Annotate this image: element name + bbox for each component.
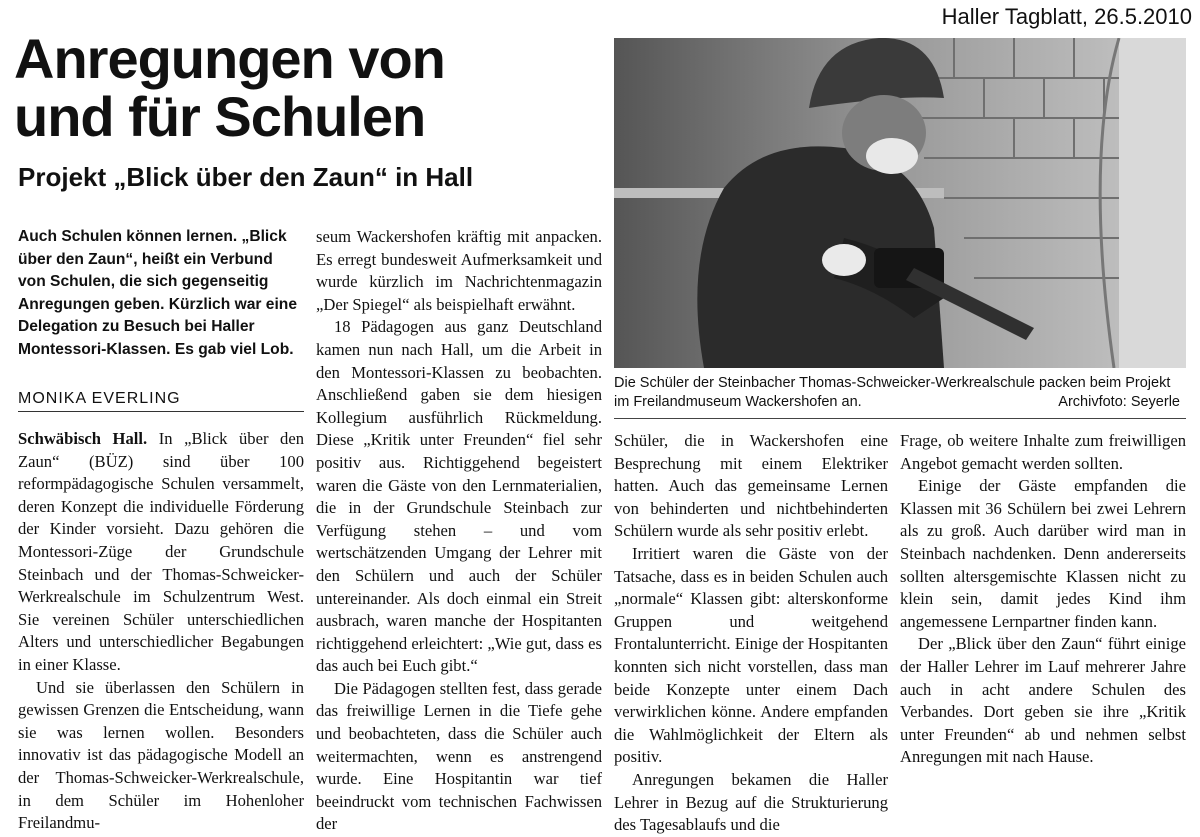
article-photo <box>614 38 1186 368</box>
divider <box>614 418 1186 419</box>
paragraph: Frage, ob weitere Inhalte zum freiwilligen Angebot gemacht werden sollten. <box>900 431 1186 473</box>
paragraph-text: In „Blick über den Zaun“ (BÜZ) sind über 100 reformpädagogische Schulen versammelt, deren Konzept die individuelle Förderung der Kinder vorsieht. Dazu gehören die Montessori-Züge der Grundschule Steinbach und der Thomas-Schweicker-Werkrealschule im Schulzentrum West. Sie vereinen Schüler unterschiedlichen Alters und unterschiedlicher Begabungen in einer Klasse. <box>18 429 305 674</box>
author-byline: MONIKA EVERLING <box>18 390 304 412</box>
caption-text: Die Schüler der Steinbacher Thomas-Schweicker-Werkrealschule packen beim Projekt im Freilandmuseum Wackershofen an. <box>614 375 1171 410</box>
newspaper-source: Haller Tagblatt, 26.5.2010 <box>941 4 1192 29</box>
headline-line-1: Anregungen von <box>14 27 445 90</box>
column-4 <box>900 430 1186 769</box>
column-1-body <box>18 428 304 835</box>
article-lead: Auch Schulen können lernen. „Blick über den Zaun“, heißt ein Verbund von Schulen, die sich gegenseitig Anregungen geben. Kürzlich war eine Delegation zu Besuch bei Haller Montessori-Klassen. Es gab viel Lob. <box>18 228 297 358</box>
photo-worker-with-helmet <box>614 38 1186 368</box>
paragraph <box>18 428 304 677</box>
headline-line-2: und für Schulen <box>14 85 426 148</box>
paragraph: seum Wackershofen kräftig mit anpacken. Es erregt bundesweit Aufmerksamkeit und wurde kürzlich im Nachrichtenmagazin „Der Spiegel“ als beispielhaft erwähnt. <box>316 227 602 314</box>
dateline: Schwäbisch Hall. <box>18 429 148 448</box>
paragraph: Der „Blick über den Zaun“ führt einige der Haller Lehrer im Lauf mehrerer Jahre auch in acht andere Schulen des Verbandes. Dort geben sie ihre „Kritik unter Freunden“ ab und nehmen selbst Anregungen mit nach Hause. <box>900 634 1186 767</box>
paragraph: Einige der Gäste empfanden die Klassen mit 36 Schülern bei zwei Lehrern als zu groß. Auch darüber wird man in Steinbach nachdenken. Denn andererseits sollten altersgemischte Klassen nicht zu klein sein, damit jedes Kind ihm angemessene Lernpartner finden kann. <box>900 476 1186 631</box>
paragraph: 18 Pädagogen aus ganz Deutschland kamen nun nach Hall, um die Arbeit in den Montessori-Klassen zu beobachten. Anschließend gaben sie dem hiesigen Kollegium ausführlich Rückmeldung. Diese „Kritik unter Freunden“ fiel sehr positiv aus. Richtiggehend begeistert waren die Gäste von den Lernmaterialien, die in der Grundschule Steinbach zur Verfügung stehen – und vom wertschätzenden Umgang der Lehrer mit den Schülern und auch der Schüler untereinander. Als doch einmal ein Streit ausbrach, waren manche der Hospitanten richtiggehend erleichtert: „Wie gut, dass es das auch bei Euch gibt.“ <box>316 317 602 676</box>
paragraph: Anregungen bekamen die Haller Lehrer in Bezug auf die Strukturierung des Tagesablaufs und die <box>614 769 888 835</box>
paragraph: Schüler, die in Wackershofen eine Besprechung mit einem Elektriker hatten. Auch das gemeinsame Lernen von behinderten und nichtbehinderten Schülern wurde als sehr positiv erlebt. <box>614 431 888 541</box>
photo-credit: Archivfoto: Seyerle <box>1058 394 1180 410</box>
column-3 <box>614 430 888 837</box>
paragraph: Die Pädagogen stellten fest, dass gerade das freiwillige Lernen in die Tiefe gehe und beobachteten, dass die Schüler auch weitermachten, wenn es anstrengend wurde. Eine Hospitantin war tief beeindruckt vom technischen Fachwissen der <box>316 678 602 834</box>
photo-caption <box>614 374 1186 412</box>
subheadline: Projekt „Blick über den Zaun“ in Hall <box>18 162 474 192</box>
headline <box>14 27 604 148</box>
paragraph: Irritiert waren die Gäste von der Tatsache, dass es in beiden Schulen auch „normale“ Klassen gibt: alterskonforme Gruppen und weitgehend Frontalunterricht. Einige der Hospitanten konnten sich nicht vorstellen, dass man beide Konzepte unter einem Dach verwirklichen könne. Andere empfanden die Wahlmöglichkeit der Eltern als positiv. <box>614 543 888 767</box>
column-2 <box>316 226 602 836</box>
paragraph: Und sie überlassen den Schülern in gewissen Grenzen die Entscheidung, wann sie was lernen wollen. Besonders innovativ ist das pädagogische Modell an der Thomas-Schweicker-Werkrealschule, in dem Schüler im Hohenloher Freilandmu- <box>18 677 304 833</box>
column-1 <box>18 226 304 362</box>
